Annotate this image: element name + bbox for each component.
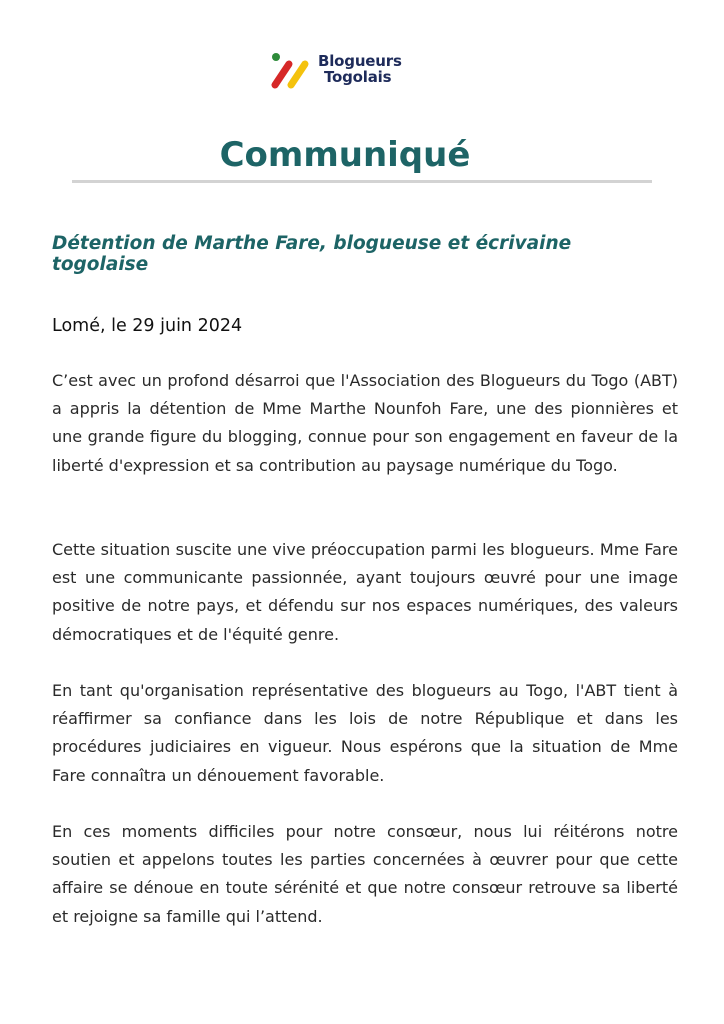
logo-mark-icon	[270, 52, 314, 92]
body-paragraph-4: En ces moments difficiles pour notre consœur, nous lui réitérons notre soutien et appelons toutes les parties concernées à œuvrer pour que cette affaire se dénoue en toute sérénité et que notre consœur retrouve sa liberté et rejoigne sa famille qui l’attend.	[52, 822, 678, 926]
body-paragraph-3: En tant qu'organisation représentative des blogueurs au Togo, l'ABT tient à réaffirmer sa confiance dans les lois de notre République et dans les procédures judiciaires en vigueur. Nous espérons que la situation de Mme Fare connaîtra un dénouement favorable.	[52, 681, 678, 785]
organization-logo	[270, 50, 420, 94]
logo-wordmark	[318, 53, 402, 85]
title-divider	[72, 180, 652, 183]
dateline: Lomé, le 29 juin 2024	[52, 316, 243, 336]
logo-line-1: Blogueurs	[318, 52, 402, 70]
document-title: Communiqué	[219, 135, 471, 175]
logo-line-2: Togolais	[324, 68, 392, 86]
body-paragraph-1: C’est avec un profond désarroi que l'Association des Blogueurs du Togo (ABT) a appris la détention de Mme Marthe Nounfoh Fare, une des pionnières et une grande figure du blogging, connue pour son engagement en faveur de la liberté d'expression et sa contribution au paysage numérique du Togo.	[52, 371, 678, 475]
body-paragraph-2: Cette situation suscite une vive préoccupation parmi les blogueurs. Mme Fare est une communicante passionnée, ayant toujours œuvré pour une image positive de notre pays, et défendu sur nos espaces numériques, des valeurs démocratiques et de l'équité genre.	[52, 540, 678, 644]
document-subtitle: Détention de Marthe Fare, blogueuse et écrivaine togolaise	[52, 233, 572, 275]
